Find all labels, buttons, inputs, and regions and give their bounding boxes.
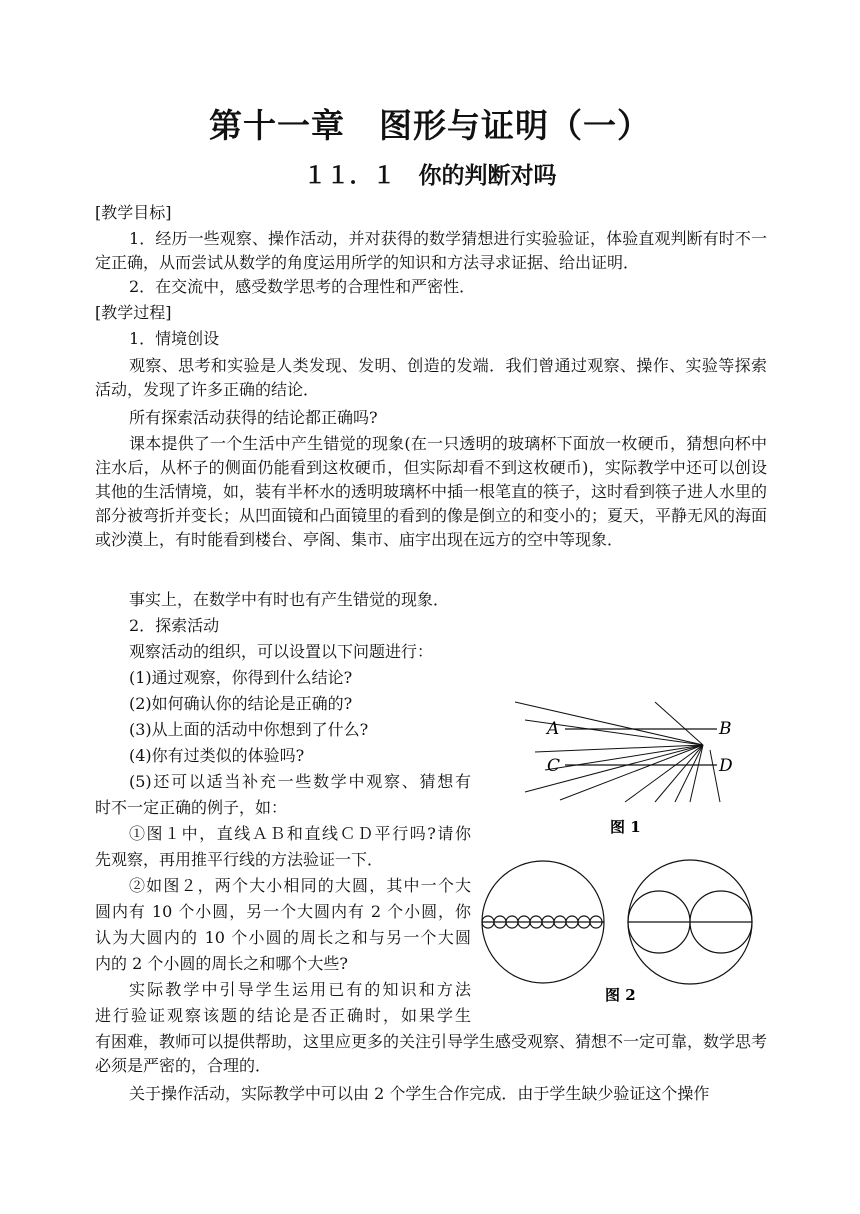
label-a: A — [547, 719, 560, 739]
label-d: D — [719, 756, 733, 776]
figure-2 — [480, 858, 765, 1008]
label-c: C — [547, 756, 561, 776]
objective-1: 1．经历一些观察、操作活动，并对获得的数学猜想进行实验验证，体验直观判断有时不一定正确，从而尝试从数学的角度运用所学的知识和方法寻求证据、给出证明． — [95, 229, 767, 272]
paragraph-6-line-1: 实际教学中引导学生运用已有的知识和方法 — [129, 980, 471, 999]
example-1-line-1: ①图１中，直线ＡＢ和直线ＣＤ平行吗?请你 — [129, 824, 471, 843]
paragraph-6-line-2: 进行验证观察该题的结论是否正确时，如果学生 — [95, 1006, 471, 1025]
fig1-caption: 图 1 — [610, 818, 641, 836]
step-1-heading: 1．情境创设 — [129, 329, 220, 348]
paragraph-5: 观察活动的组织，可以设置以下问题进行： — [129, 642, 434, 661]
example-1-line-2: 先观察，再用推平行线的方法验证一下． — [95, 850, 384, 869]
paragraph-6-continued: 有困难，教师可以提供帮助，这里应更多的关注引导学生感受观察、猜想不一定可靠，数学思考必须是严密的，合理的． — [95, 1032, 768, 1075]
question-5-line-2: 时不一定正确的例子，如： — [95, 798, 288, 817]
fig1-ray-fan — [515, 702, 720, 802]
label-b: B — [719, 719, 732, 739]
question-3: (3)从上面的活动中你想到了什么? — [129, 720, 369, 739]
paragraph-2: 所有探索活动获得的结论都正确吗? — [129, 408, 378, 427]
question-1: (1)通过观察，你得到什么结论? — [129, 668, 353, 687]
example-2-line-3: 认为大圆内的 10 个小圆的周长之和与另一个大圆 — [95, 928, 471, 947]
paragraph-3: 课本提供了一个生活中产生错觉的现象(在一只透明的玻璃杯下面放一枚硬币，猜想向杯中注水后，从杯子的侧面仍能看到这枚硬币，但实际却看不到这枚硬币)，实际教学中还可以创设其他的生活情境，如，装有半杯水的透明玻璃杯中插一根笔直的筷子，这时看到筷子进人水里的部分被弯折并变长；从凹面镜和凸面镜里的看到的像是倒立的和变小的；夏天，平静无风的海面或沙漠上，有时能看到楼台、亭阁、集市、庙宇出现在远方的空中等现象． — [95, 434, 768, 549]
objectives-heading: [教学目标] — [95, 203, 172, 222]
example-2-line-4: 内的 2 个小圆的周长之和哪个大些? — [95, 954, 348, 973]
section-title: １１．１ 你的判断对吗 — [303, 163, 557, 189]
process-heading: [教学过程] — [95, 303, 172, 322]
example-2-line-1: ②如图２，两个大小相同的大圆，其中一个大 — [129, 876, 471, 895]
paragraph-4: 事实上，在数学中有时也有产生错觉的现象． — [129, 590, 450, 609]
fig2-caption: 图 2 — [605, 986, 636, 1004]
objective-2: 2．在交流中，感受数学思考的合理性和严密性． — [129, 277, 476, 296]
question-2: (2)如何确认你的结论是正确的? — [129, 694, 353, 713]
question-5-line-1: (5)还可以适当补充一些数学中观察、猜想有 — [129, 772, 471, 791]
question-4: (4)你有过类似的体验吗? — [129, 746, 305, 765]
step-2-heading: 2．探索活动 — [129, 616, 220, 635]
paragraph-1: 观察、思考和实验是人类发现、发明、创造的发端．我们曾通过观察、操作、实验等探索活动，发现了许多正确的结论． — [95, 356, 767, 399]
chapter-title: 第十一章 图形与证明（一） — [209, 106, 651, 145]
figure-1 — [505, 690, 755, 840]
paragraph-7: 关于操作活动，实际教学中可以由 2 个学生合作完成．由于学生缺少验证这个操作 — [129, 1084, 710, 1103]
example-2-line-2: 圆内有 10 个小圆，另一个大圆内有 2 个小圆，你 — [95, 902, 471, 921]
